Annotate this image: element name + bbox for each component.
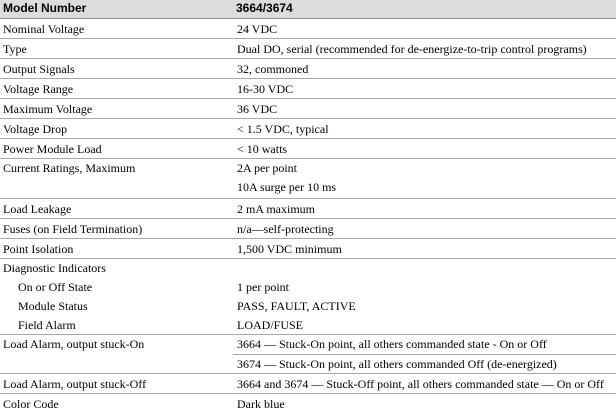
row-value: 16-30 VDC: [237, 82, 294, 96]
current-rating-line: 2A per point: [237, 161, 297, 175]
sub-label: Field Alarm: [18, 318, 76, 332]
row-value: < 10 watts: [237, 142, 288, 156]
table-row: [0, 59, 616, 79]
surge-rating-line: 10A surge per 10 ms: [237, 180, 337, 194]
model-number-value: 3664/3674: [236, 1, 293, 15]
diagnostic-values: [233, 259, 616, 334]
sub-value: PASS, FAULT, ACTIVE: [237, 299, 356, 313]
row-value: 24 VDC: [237, 22, 278, 36]
row-label: Current Ratings, Maximum: [3, 161, 136, 175]
row-label: Power Module Load: [3, 142, 102, 156]
color-code-row: [0, 394, 616, 414]
row-label: Output Signals: [3, 62, 75, 76]
sub-value: LOAD/FUSE: [237, 318, 304, 332]
row-label: Load Leakage: [3, 202, 72, 216]
load-alarm-stuck-on-row: [0, 335, 616, 374]
row-value: 2 mA maximum: [237, 202, 315, 216]
row-label: Type: [3, 42, 27, 56]
table-row: [0, 239, 616, 259]
diagnostic-indicators-row: [0, 259, 616, 335]
row-value: < 1.5 VDC, typical: [237, 122, 329, 136]
row-value: [233, 159, 616, 198]
row-label: Fuses (on Field Termination): [3, 222, 143, 236]
row-label: Point Isolation: [3, 242, 74, 256]
table-row: [0, 79, 616, 99]
load-alarm-stuck-off-row: [0, 374, 616, 394]
table-row: [0, 19, 616, 39]
diagnostic-indicators-label: Diagnostic Indicators: [3, 261, 106, 275]
row-label: Maximum Voltage: [3, 102, 93, 116]
table-header-row: [0, 0, 616, 19]
row-label: Voltage Drop: [3, 122, 68, 136]
table-row: [0, 219, 616, 239]
row-value: Dark blue: [237, 397, 285, 411]
empty-line: [237, 259, 616, 278]
row-value: 32, commoned: [237, 62, 309, 76]
row-label: Load Alarm, output stuck-Off: [3, 377, 147, 391]
row-value: 36 VDC: [237, 102, 278, 116]
row-value: 1,500 VDC minimum: [237, 242, 342, 256]
row-value: Dual DO, serial (recommended for de-energize-to-trip control programs): [237, 42, 587, 56]
sub-value: 1 per point: [237, 280, 289, 294]
table-row: [0, 119, 616, 139]
row-label: Color Code: [3, 397, 59, 411]
row-value: n/a—self-protecting: [237, 222, 334, 236]
table-row: [0, 139, 616, 159]
row-label: Nominal Voltage: [3, 22, 85, 36]
row-label: Voltage Range: [3, 82, 74, 96]
table-row: [0, 199, 616, 219]
diagnostic-labels: [0, 259, 233, 334]
table-row: [0, 99, 616, 119]
row-label: Load Alarm, output stuck-On: [3, 337, 145, 351]
current-ratings-row: [0, 159, 616, 199]
sub-label: On or Off State: [18, 280, 93, 294]
alarm-3674-line: 3674 — Stuck-On point, all others commanded Off (de-energized): [237, 357, 557, 371]
table-row: [0, 39, 616, 59]
alarm-3664-line: 3664 — Stuck-On point, all others commanded state - On or Off: [233, 335, 616, 355]
sub-label: Module Status: [18, 299, 88, 313]
row-value: [233, 335, 616, 373]
row-value: 3664 and 3674 — Stuck-Off point, all others commanded state — On or Off: [237, 377, 604, 391]
model-number-label: Model Number: [3, 1, 87, 15]
